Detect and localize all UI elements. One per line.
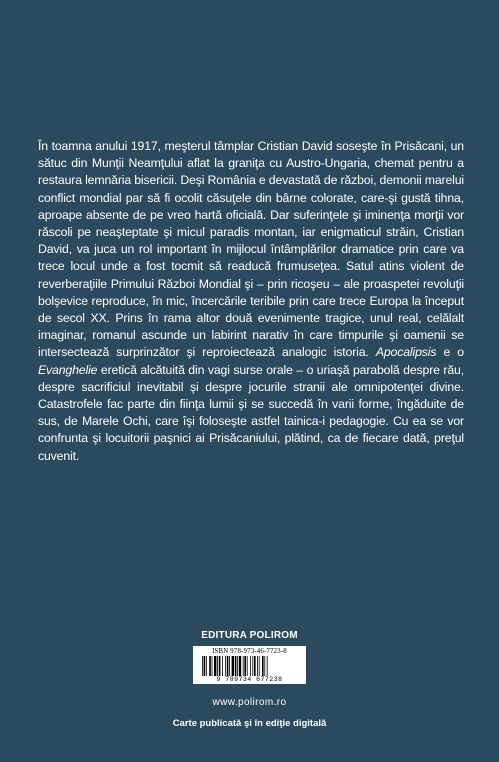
barcode-bar xyxy=(209,656,211,676)
blurb-paragraph xyxy=(38,138,464,465)
barcode-bar xyxy=(225,656,226,676)
barcode-bar xyxy=(226,656,228,676)
blurb-text-part-1: În toamna anului 1917, meşterul tâmplar Cristian David soseşte în Prisăcani, un sătuc din Munţii Neamţului aflat la graniţa cu Austro-Ungaria, chemat pentru a restaura lemnăria bisericii. Deşi România e devastată de război, demonii marelui conflict mondial par să fi ocolit căsuţele din bârne colorate, care-şi gustă tihna, aproape absente de pe vreo hartă oficială. Dar suferinţele şi iminenţa morţii vor răscoli pe neaşteptate şi micul paradis montan, iar enigmaticul străin, Cristian David, va juca un rol important în mijlocul întâmplărilor dramatice prin care va trece locul unde a fost tocmit să readucă frumuseţea. Satul atins violent de reverberaţiile Primului Război Mondial şi – prin ricoşeu – ale proaspetei revoluţii bolşevice reproduce, în mic, încercările teribile prin care trece Europa la început de secol XX. Prins în rama altor două evenimente tragice, unul real, celălalt imaginar, romanul ascunde un labirint narativ în care timpurile şi oamenii se intersectează surprinzător şi reproiectează analogic istoria. xyxy=(38,139,464,360)
back-cover-blurb xyxy=(38,138,464,465)
barcode-bar xyxy=(264,656,265,676)
blurb-text-part-3: eretică alcătuită din vagi surse orale – o uriaşă parabolă despre rău, despre sacrificiul inevitabil şi despre jocurile stranii ale omnipotenţei divine. Catastrofele fac parte din fiinţa lumii şi se succedă în varii forme, îngăduite de sus, de Marele Ochi, care îşi foloseşte astfel tainica-i pedagogie. Cu ea se vor confrunta şi locuitorii paşnici ai Prisăcaniului, plătind, ca de fiecare dată, preţul cuvenit. xyxy=(38,362,464,463)
barcode-bar xyxy=(203,656,205,676)
barcode-bar xyxy=(218,656,220,676)
barcode-bar xyxy=(242,656,243,676)
barcode-bar xyxy=(214,656,216,676)
barcode-bar xyxy=(229,656,230,676)
publisher-website: www.polirom.ro xyxy=(212,697,287,708)
barcode-bars xyxy=(200,656,300,676)
barcode-bar xyxy=(252,656,253,676)
barcode-bar xyxy=(211,656,212,676)
isbn-text: ISBN 978-973-46-7723-8 xyxy=(212,648,287,655)
barcode-digits: 9 789734 677238 xyxy=(216,676,283,683)
barcode-bar xyxy=(222,656,223,676)
isbn-barcode xyxy=(193,646,306,684)
blurb-italic-title-1: Apocalipsis xyxy=(375,345,437,360)
barcode-bar xyxy=(266,656,267,676)
barcode-bar xyxy=(237,656,238,676)
barcode-bar xyxy=(231,656,233,676)
barcode-bar xyxy=(258,656,259,676)
blurb-text-part-2: e o xyxy=(436,345,464,360)
barcode-bar xyxy=(244,656,246,676)
barcode-bar xyxy=(257,656,258,676)
barcode-bar xyxy=(262,656,264,676)
publisher-name: EDITURA POLIROM xyxy=(201,630,298,641)
barcode-bar xyxy=(238,656,240,676)
barcode-bar xyxy=(217,656,218,676)
barcode-bar xyxy=(246,656,247,676)
digital-edition-note: Carte publicată şi în ediţie digitală xyxy=(172,718,327,729)
barcode-bar xyxy=(254,656,256,676)
blurb-italic-title-2: Evanghelie xyxy=(38,362,98,377)
barcode-bar xyxy=(234,656,236,676)
barcode-bar xyxy=(206,656,207,676)
barcode-bar xyxy=(250,656,251,676)
barcode-bar xyxy=(202,656,203,676)
